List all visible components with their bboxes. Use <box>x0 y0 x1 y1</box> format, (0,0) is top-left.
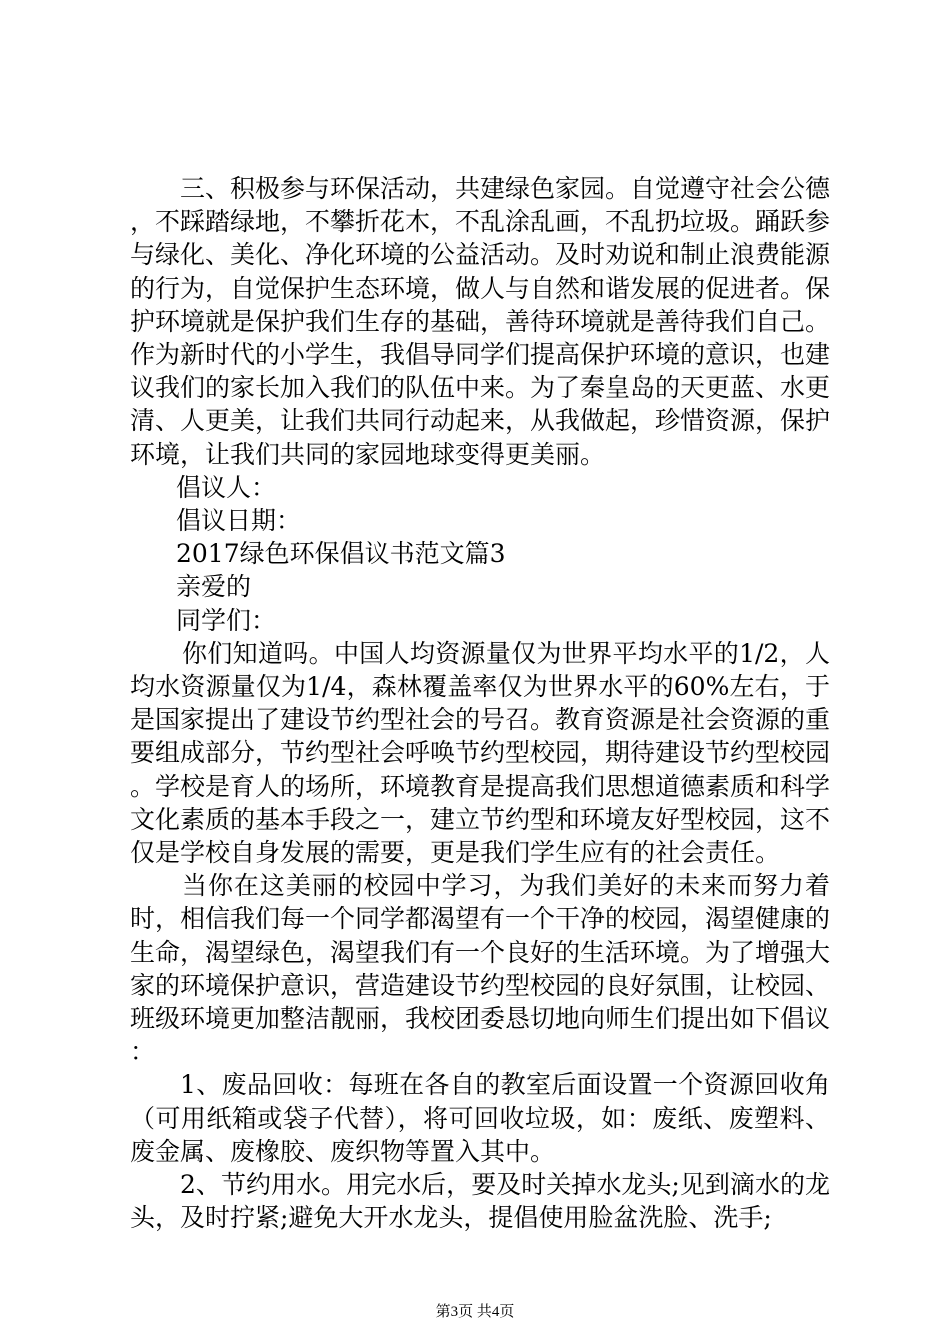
section-title: 2017绿色环保倡议书范文篇3 <box>176 539 506 569</box>
document-body <box>130 172 830 1235</box>
item-waste-recycling: 1、废品回收：每班在各自的教室后面设置一个资源回收角（可用纸箱或袋子代替），将可回收垃圾，如：废纸、废塑料、废金属、废橡胶、废织物等置入其中。 <box>130 1070 830 1166</box>
item-save-water: 2、节约用水。用完水后，要及时关掉水龙头;见到滴水的龙头，及时拧紧;避免大开水龙头，提倡使用脸盆洗脸、洗手; <box>130 1170 830 1233</box>
salutation-dear: 亲爱的 <box>176 572 252 602</box>
initiative-date-label: 倡议日期： <box>176 506 302 536</box>
paragraph-resources: 你们知道吗。中国人均资源量仅为世界平均水平的1/2，人均水资源量仅为1/4，森林覆盖率仅为世界水平的60%左右，于是国家提出了建设节约型社会的号召。教育资源是社会资源的重要组成部分，节约型社会呼唤节约型校园，期待建设节约型校园。学校是育人的场所，环境教育是提高我们思想道德素质和科学文化素质的基本手段之一，建立节约型和环境友好型校园，这不仅是学校自身发展的需要，更是我们学生应有的社会责任。 <box>130 638 831 868</box>
initiator-label: 倡议人： <box>176 472 277 502</box>
paragraph-green-activities: 三、积极参与环保活动，共建绿色家园。自觉遵守社会公德，不踩踏绿地，不攀折花木，不乱涂乱画，不乱扔垃圾。踊跃参与绿化、美化、净化环境的公益活动。及时劝说和制止浪费能源的行为，自觉保护生态环境，做人与自然和谐发展的促进者。保护环境就是保护我们生存的基础，善待环境就是善待我们自己。作为新时代的小学生，我倡导同学们提高保护环境的意识，也建议我们的家长加入我们的队伍中来。为了秦皇岛的天更蓝、水更清、人更美，让我们共同行动起来，从我做起，珍惜资源，保护环境，让我们共同的家园地球变得更美丽。 <box>130 174 831 469</box>
salutation-students: 同学们： <box>176 605 277 635</box>
paragraph-campus: 当你在这美丽的校园中学习，为我们美好的未来而努力着时，相信我们每一个同学都渴望有一个干净的校园，渴望健康的生命，渴望绿色，渴望我们有一个良好的生活环境。为了增强大家的环境保护意识，营造建设节约型校园的良好氛围，让校园、班级环境更加整洁靓丽，我校团委恳切地向师生们提出如下倡议： <box>130 871 831 1067</box>
page-number-footer: 第3页 共4页 <box>435 1304 515 1320</box>
